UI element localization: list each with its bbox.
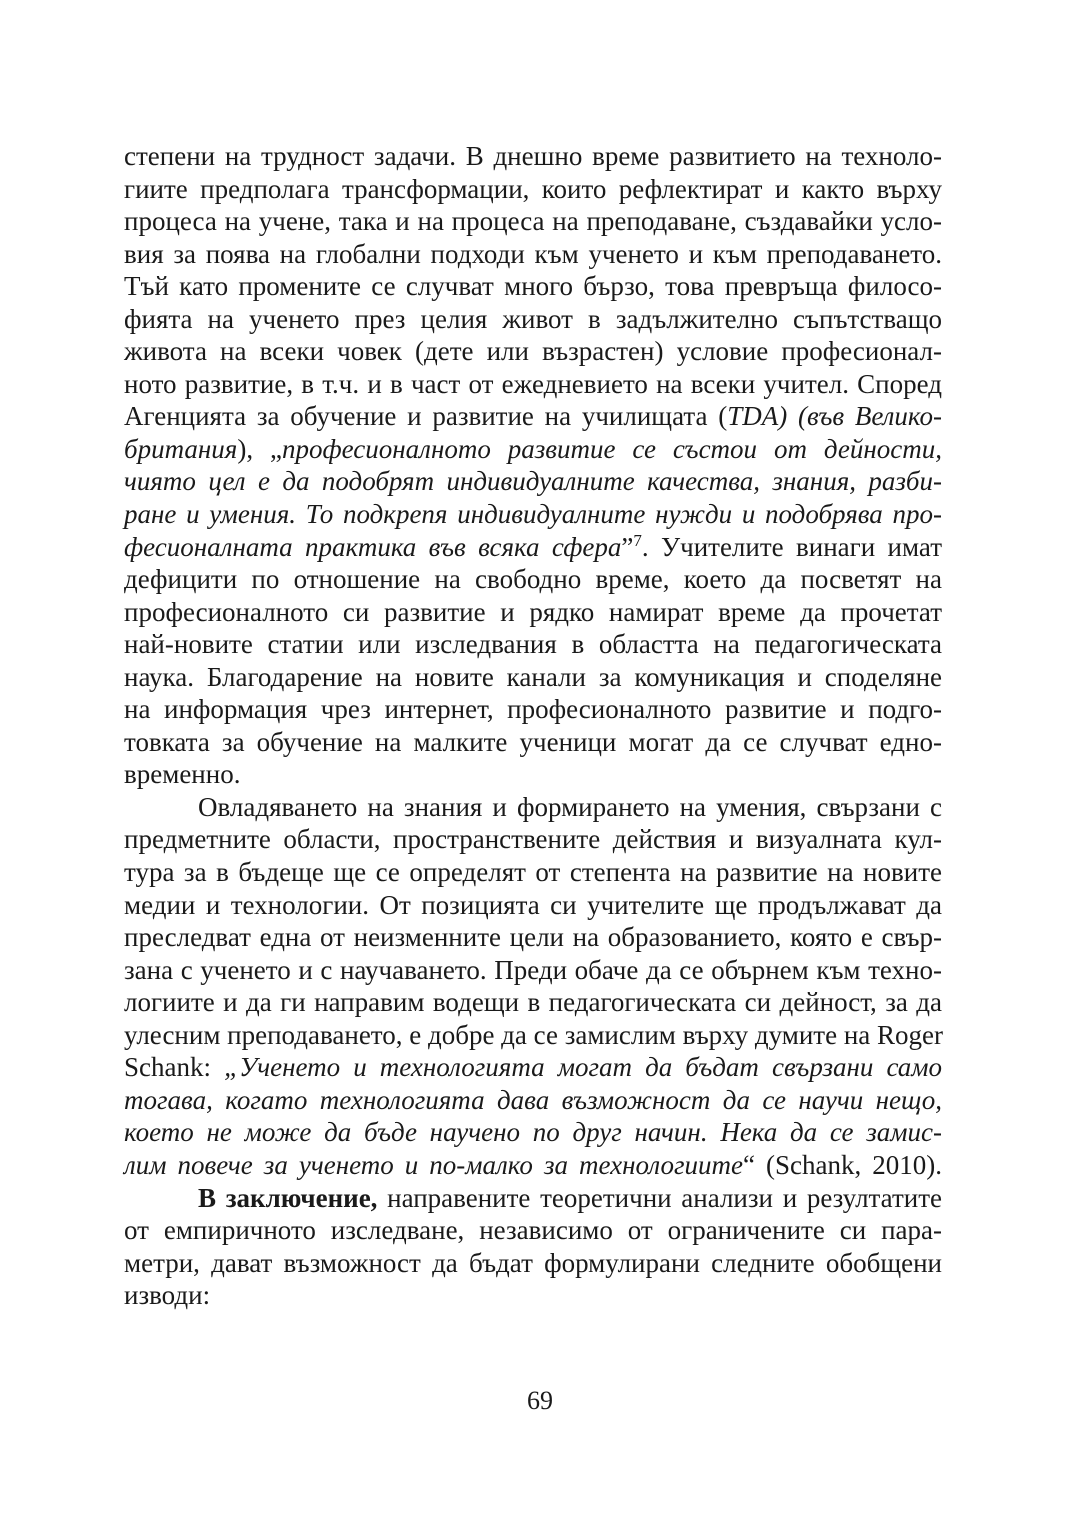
text-line: от емпиричното изследване, независимо от ограничените си пара- <box>124 1215 942 1246</box>
text-line: изводи: <box>124 1280 211 1311</box>
text-line <box>124 531 942 564</box>
text-line: фията на ученето през целия живот в задължително съпътстващо <box>124 303 942 334</box>
text-line: медии и технологии. От позицията си учителите ще продължават да <box>124 889 942 920</box>
quote-text: професионалното развитие се състои от дейности, <box>282 433 942 464</box>
text-run: ), „ <box>237 433 282 464</box>
quote-text: „Ученето и технологията могат да бъдат свързани само <box>224 1052 942 1083</box>
page-number: 69 <box>527 1386 553 1415</box>
footnote-ref[interactable]: 7 <box>633 530 642 550</box>
text-line <box>124 1051 942 1084</box>
text-line: временно. <box>124 759 241 790</box>
text-run: направените теоретични анализи и резултатите <box>377 1182 942 1213</box>
text-line <box>124 1116 942 1149</box>
text-line <box>124 1084 942 1117</box>
text-line: на информация чрез интернет, професионалното развитие и подго- <box>124 694 942 725</box>
text-line: Тъй като промените се случват много бързо, това превръща филосо- <box>124 271 942 302</box>
text-line: степени на трудност задачи. В днешно време развитието на техноло- <box>124 141 942 171</box>
text-line <box>124 465 942 498</box>
text-run: Агенцията за обучение и развитие на училищата ( <box>124 401 728 432</box>
text-line: метри, дават възможност да бъдат формулирани следните обобщени <box>124 1247 942 1278</box>
quote-text: лим повече за ученето и по-малко за технологиите <box>124 1149 743 1180</box>
text-run: “ (Schank, 2010). <box>742 1149 942 1180</box>
text-line: процеса на учене, така и на процеса на преподаване, създавайки усло- <box>124 206 942 237</box>
text-line: живота на всеки човек (дете или възрастен) условие професионал- <box>124 336 942 367</box>
body-text <box>124 140 942 1312</box>
quote-text: тогава, когато технологията дава възможност да се научи нещо, <box>124 1084 942 1115</box>
quote-text: което не може да бъде научено по друг начин. Нека да се замис- <box>124 1117 942 1148</box>
text-line: тура за в бъдеще ще се определят от степента на развитие на новите <box>124 857 942 888</box>
text-line: наука. Благодарение на новите канали за комуникация и споделяне <box>124 661 942 692</box>
text-line: гиите предполага трансформации, които рефлектират и както върху <box>124 173 942 204</box>
text-run: . Учителите винаги имат <box>641 531 942 562</box>
bold-text: В заключение, <box>198 1182 378 1213</box>
text-line: предметните области, пространствените действия и визуалната кул- <box>124 824 942 855</box>
text-line: професионалното си развитие и рядко намират време да прочетат <box>124 596 942 627</box>
quote-text: фесионалната практика във всяка сфера <box>124 531 622 562</box>
quote-text: чиято цел е да подобрят индивидуалните качества, знания, разби- <box>124 466 942 497</box>
text-line <box>124 1182 942 1215</box>
text-line: най-новите статии или изследвания в областта на педагогическата <box>124 629 942 660</box>
text-line <box>124 433 942 466</box>
text-line: зана с ученето и с научаването. Преди обаче да се обърнем към техно- <box>124 954 942 985</box>
text-run: ” <box>621 531 634 562</box>
text-line: вия за поява на глобални подходи към ученето и към преподаването. <box>124 238 942 269</box>
text-line: ното развитие, в т.ч. и в част от ежедневието на всеки учител. Според <box>124 368 942 399</box>
text-line: Овладяването на знания и формирането на умения, свързани с <box>198 791 942 822</box>
text-line: улесним преподаването, е добре да се замислим върху думите на Roger <box>124 1019 944 1050</box>
text-line <box>124 498 942 531</box>
text-line: дефицити по отношение на свободно време, което да посветят на <box>124 564 942 595</box>
italic-text: британия <box>124 433 238 464</box>
text-line: преследват една от неизменните цели на образованието, която е свър- <box>124 922 942 953</box>
quote-text: ране и умения. То подкрепя индивидуалните нужди и подобрява про- <box>124 499 942 530</box>
text-line: товката за обучение на малките ученици могат да се случват едно- <box>124 726 942 757</box>
text-line: логиите и да ги направим водещи в педагогическата си дейност, за да <box>124 987 942 1018</box>
text-line <box>124 1149 942 1182</box>
italic-text: TDA) (във Велико- <box>727 401 942 432</box>
text-run: Schank: <box>124 1052 225 1083</box>
text-line <box>124 400 942 433</box>
